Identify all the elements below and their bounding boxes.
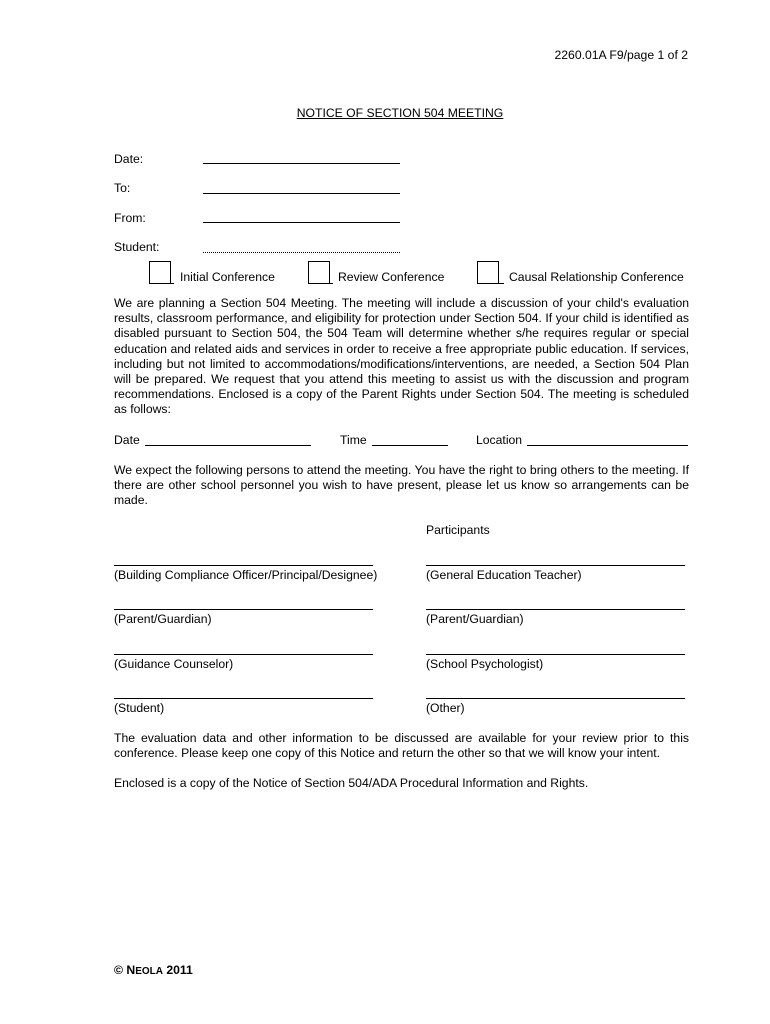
schedule-time-label: Time [340,433,367,447]
participant-label: (Student) [114,701,165,715]
schedule-date-label: Date [114,433,140,447]
copyright-footer [114,963,193,977]
participant-label: (Other) [426,701,465,715]
brand-initial: N [126,963,136,977]
signature-line[interactable] [426,609,685,610]
schedule-location-label: Location [476,433,523,447]
participant-label: (General Education Teacher) [426,568,582,582]
participants-heading: Participants [426,523,490,537]
signature-line[interactable] [114,565,373,566]
from-label: From: [114,211,146,225]
participant-label: (School Psychologist) [426,657,544,671]
participant-label: (Parent/Guardian) [114,612,212,626]
signature-line[interactable] [426,565,685,566]
review-paragraph: The evaluation data and other information to be discussed are available for your review prior to this conference. Please keep one copy of this Notice and return the other so that we will know your intent. [114,731,689,761]
schedule-date-field[interactable] [145,445,311,446]
review-conference-checkbox[interactable] [308,261,330,284]
copyright-year: 2011 [166,963,193,977]
enclosure-paragraph: Enclosed is a copy of the Notice of Section 504/ADA Procedural Information and Rights. [114,776,589,790]
student-label: Student: [114,240,160,254]
to-label: To: [114,181,131,195]
causal-conference-checkbox[interactable] [477,261,499,284]
date-field[interactable] [203,163,400,164]
initial-conference-label: Initial Conference [180,270,275,284]
attendance-paragraph: We expect the following persons to attend the meeting. You have the right to bring others to the meeting. If there are other school personnel you wish to have present, please let us know so arrangements can be made. [114,463,689,508]
signature-line[interactable] [114,698,373,699]
participant-label: (Guidance Counselor) [114,657,234,671]
intro-paragraph: We are planning a Section 504 Meeting. The meeting will include a discussion of your child's evaluation results, classroom performance, and eligibility for protection under Section 504. If your child is identified as disabled pursuant to Section 504, the 504 Team will determine whether s/he requires regular or special education and related aids and services in order to receive a free appropriate public education. If services, including but not limited to accommodations/modifications/interventions, are needed, a Section 504 Plan will be prepared. We request that you attend this meeting to assist us with the discussion and program recommendations. Enclosed is a copy of the Parent Rights under Section 504. The meeting is scheduled as follows: [114,296,689,417]
from-field[interactable] [203,222,400,223]
signature-line[interactable] [426,654,685,655]
page-title: NOTICE OF SECTION 504 MEETING [296,106,504,120]
schedule-location-field[interactable] [527,445,688,446]
copyright-symbol: © [114,963,123,977]
signature-line[interactable] [114,609,373,610]
participant-label: (Building Compliance Officer/Principal/Designee) [114,568,378,582]
participant-label: (Parent/Guardian) [426,612,524,626]
causal-conference-label: Causal Relationship Conference [509,270,684,284]
student-field[interactable] [203,252,400,253]
brand-rest: EOLA [135,966,163,977]
initial-conference-checkbox[interactable] [149,261,171,284]
checkbox-underline [149,283,174,284]
date-label: Date: [114,152,144,166]
checkbox-underline [477,283,504,284]
checkbox-underline [308,283,333,284]
to-field[interactable] [203,193,400,194]
signature-line[interactable] [114,654,373,655]
schedule-time-field[interactable] [372,445,448,446]
review-conference-label: Review Conference [338,270,445,284]
signature-line[interactable] [426,698,685,699]
form-id: 2260.01A F9/page 1 of 2 [554,48,688,62]
